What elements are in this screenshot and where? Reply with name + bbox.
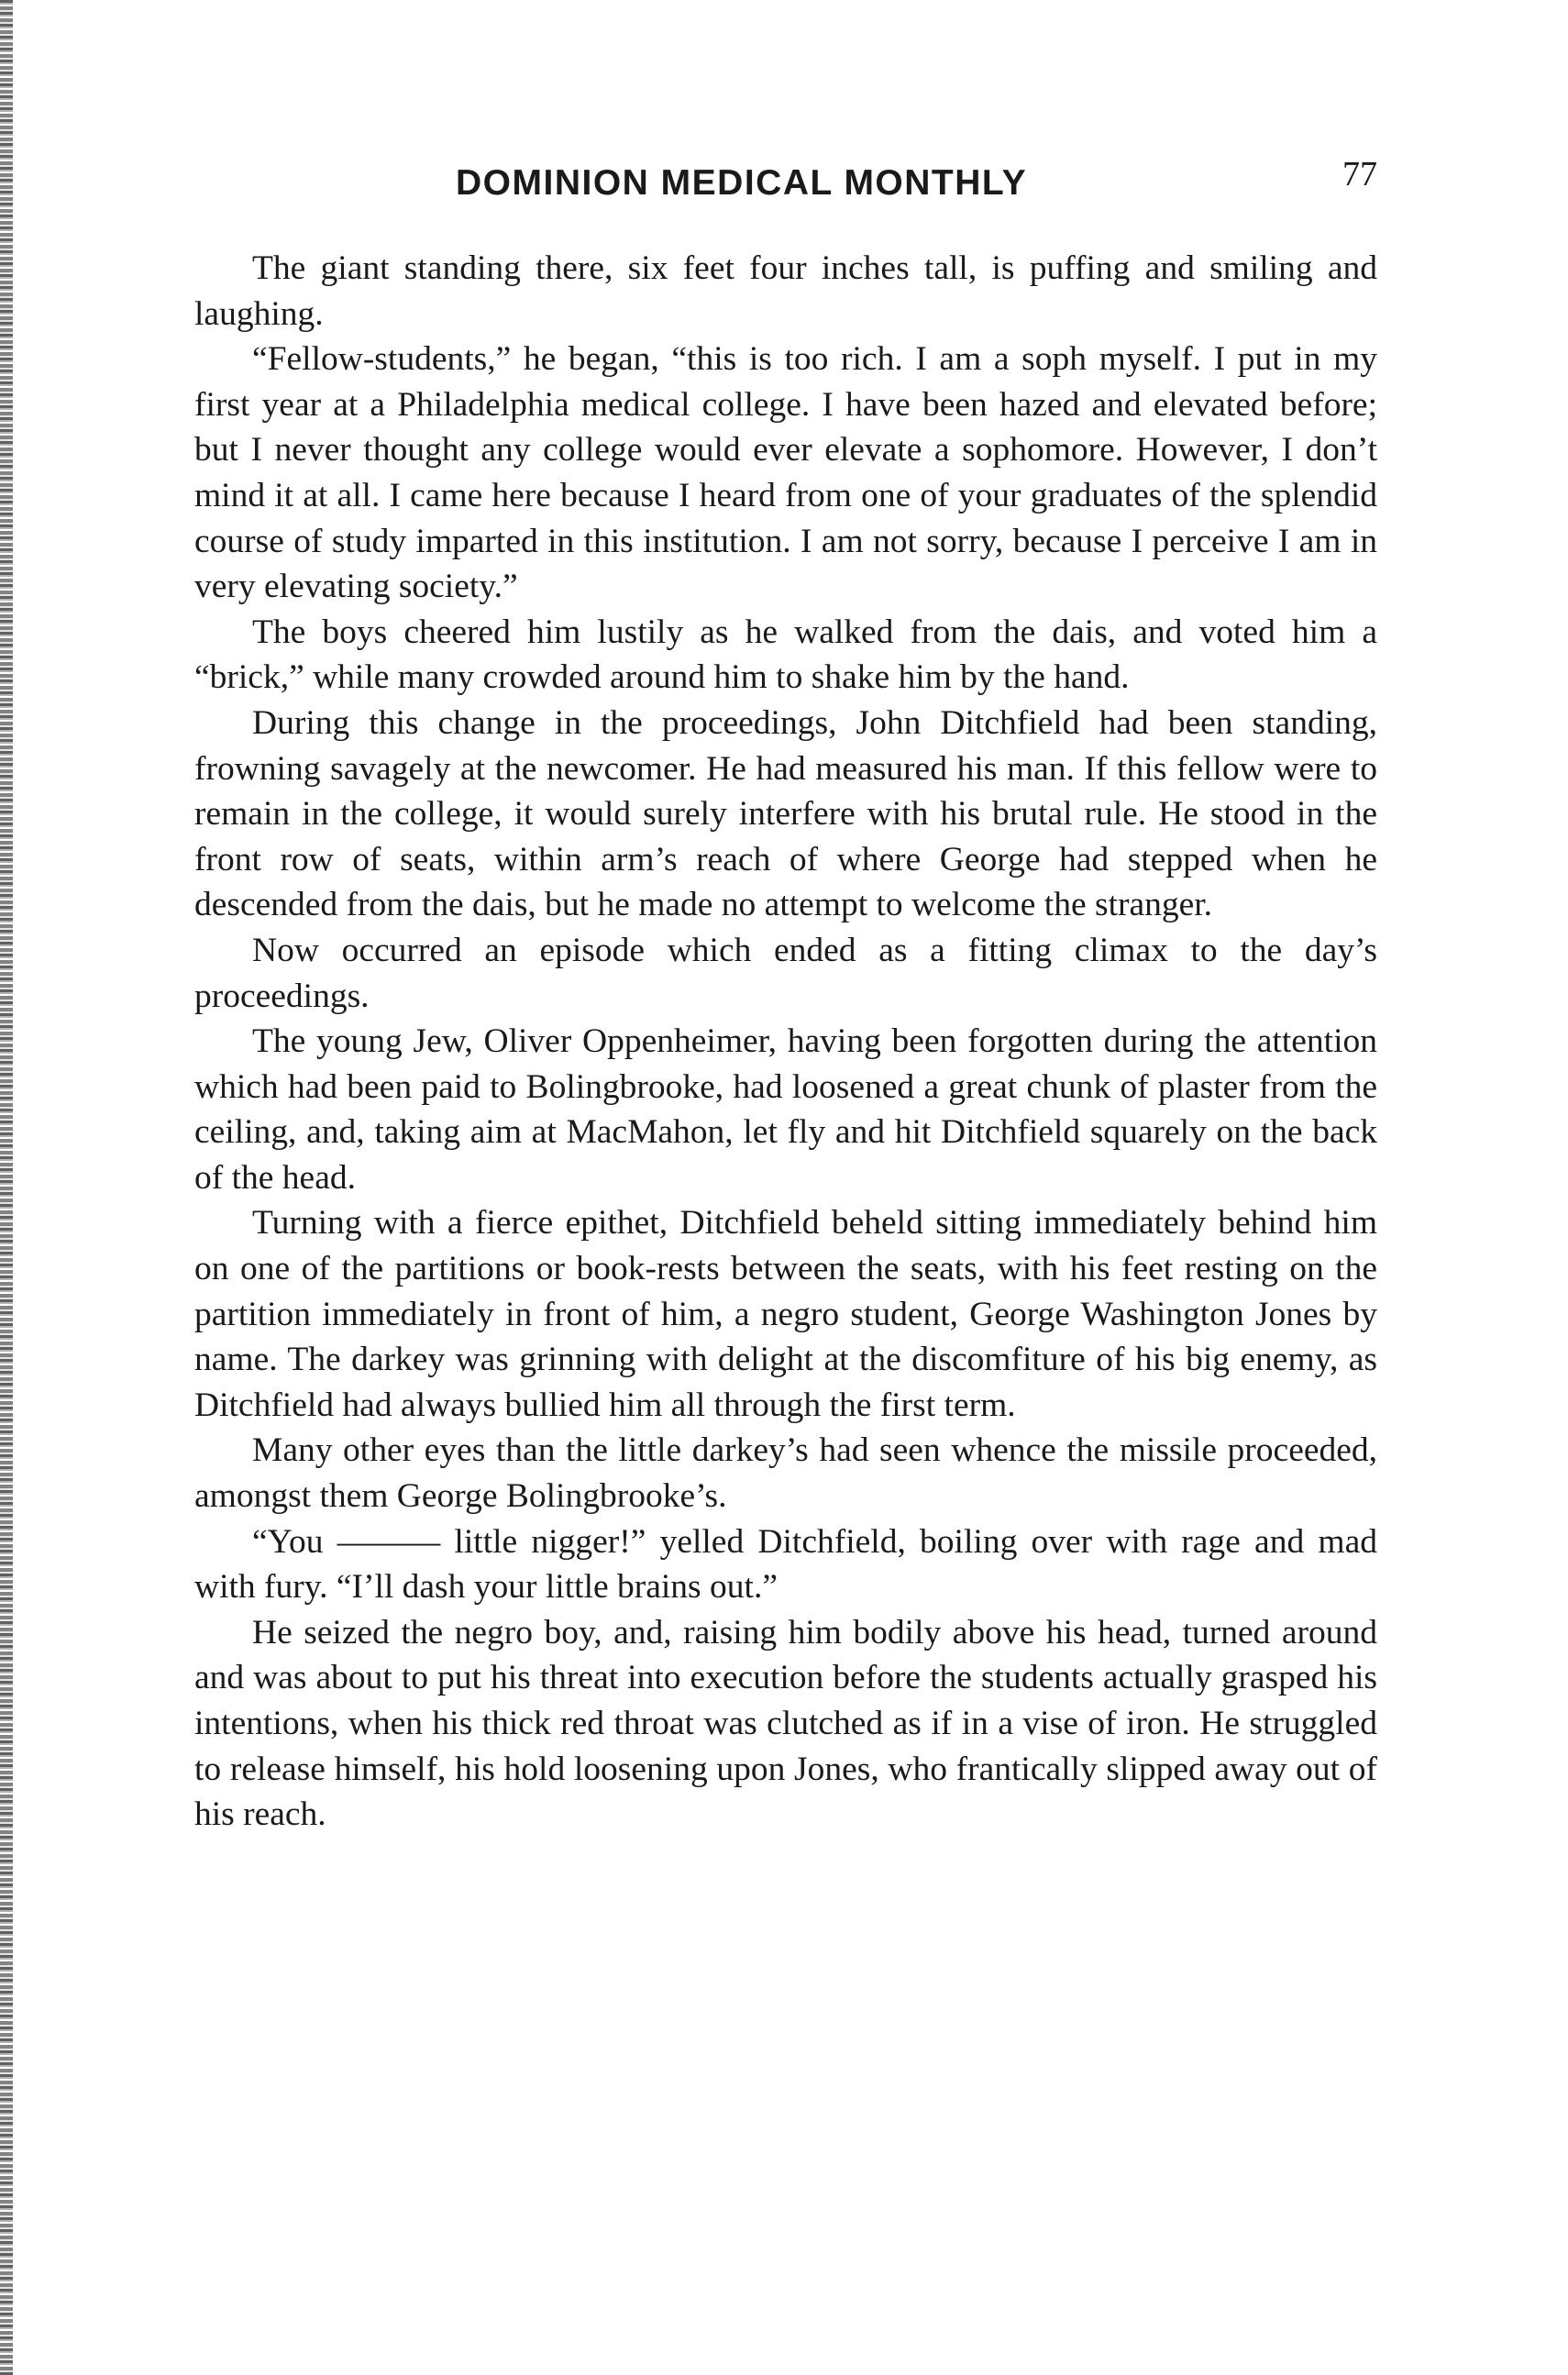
paragraph: Many other eyes than the little darkey’s had seen whence the missile proceeded, amongst them George Bolingbrooke’s.	[194, 1431, 1377, 1516]
body-text	[194, 246, 1377, 1838]
paragraph: “Fellow-students,” he began, “this is too rich. I am a soph myself. I put in my first year at a Philadelphia medical college. I have been hazed and elevated before; but I never thought any college would ever elevate a sophomore. However, I don’t mind it at all. I came here because I heard from one of your graduates of the splendid course of study imparted in this institution. I am not sorry, because I perceive I am in very elevating society.”	[194, 340, 1377, 606]
paragraph: The boys cheered him lustily as he walked from the dais, and voted him a “brick,” while many crowded around him to shake him by the hand.	[194, 613, 1377, 697]
paragraph: “You ——— little nigger!” yelled Ditchfield, boiling over with rage and mad with fury. “I’ll dash your little brains out.”	[194, 1522, 1377, 1607]
paragraph: He seized the negro boy, and, raising him bodily above his head, turned around and was about to put his threat into execution before the students actually grasped his intentions, when his thick red throat was clutched as if in a vise of iron. He struggled to release himself, his hold loosening upon Jones, who frantically slipped away out of his reach.	[194, 1613, 1377, 1834]
page-header	[194, 154, 1377, 209]
paragraph: Now occurred an episode which ended as a fitting climax to the day’s proceedings.	[194, 931, 1377, 1015]
scan-edge-shadow	[0, 0, 13, 2375]
paragraph: The young Jew, Oliver Oppenheimer, having been forgotten during the attention which had been paid to Bolingbrooke, had loosened a great chunk of plaster from the ceiling, and, taking aim at MacMahon, let fly and hit Ditchfield squarely on the back of the head.	[194, 1022, 1377, 1197]
page-number: 77	[1342, 155, 1377, 193]
paragraph: Turning with a fierce epithet, Ditchfield beheld sitting immediately behind him on one of the partitions or book-rests between the seats, with his feet resting on the partition immediately in front of him, a negro student, George Washington Jones by name. The darkey was grinning with delight at the discomfiture of his big enemy, as Ditchfield had always bullied him all through the first term.	[194, 1204, 1377, 1424]
running-title: DOMINION MEDICAL MONTHLY	[456, 163, 1028, 203]
paragraph: The giant standing there, six feet four inches tall, is puffing and smiling and laughing.	[194, 249, 1377, 333]
paragraph: During this change in the proceedings, John Ditchfield had been standing, frowning savagely at the newcomer. He had measured his man. If this fellow were to remain in the college, it would surely interfere with his brutal rule. He stood in the front row of seats, within arm’s reach of where George had stepped when he descended from the dais, but he made no attempt to welcome the stranger.	[194, 703, 1377, 924]
